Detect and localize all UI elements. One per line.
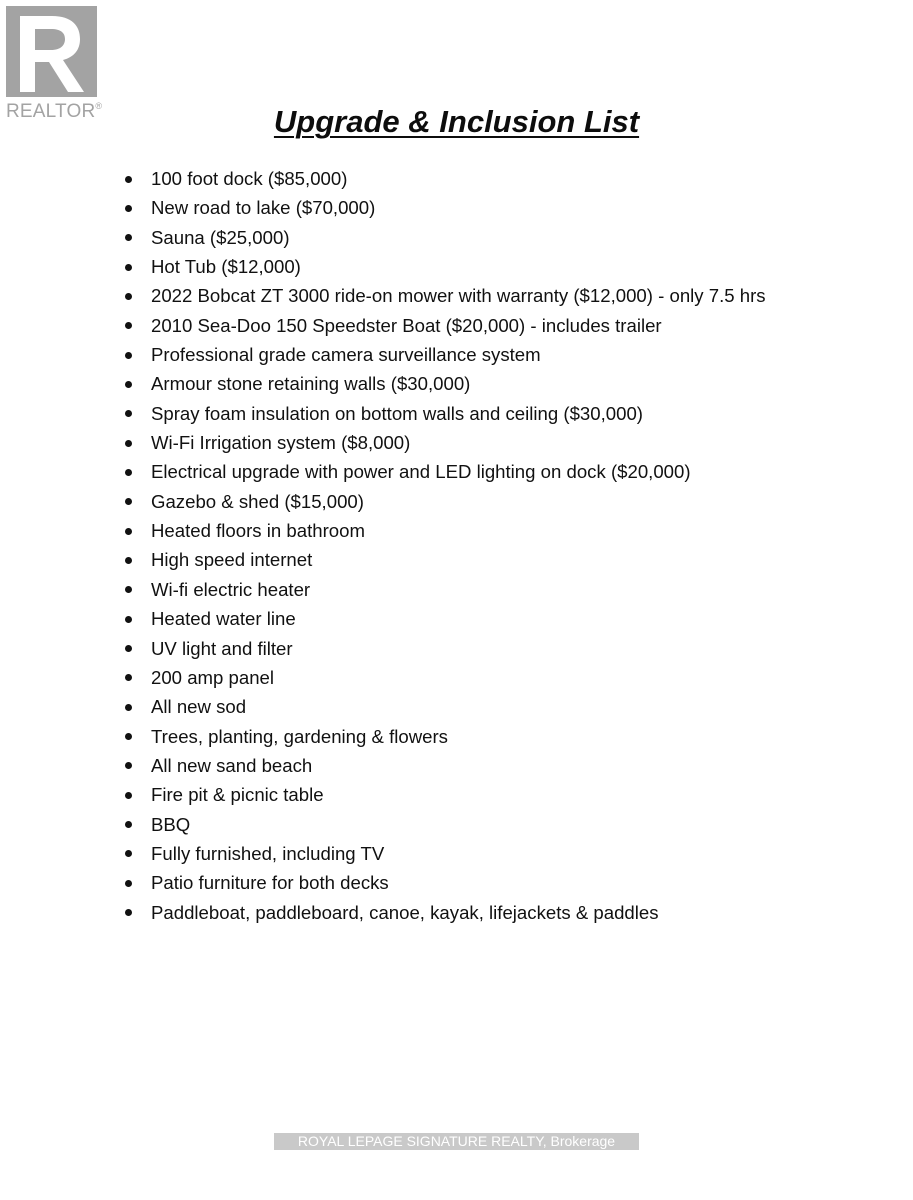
bullet-icon — [125, 645, 132, 652]
bullet-icon — [125, 528, 132, 535]
bullet-icon — [125, 850, 132, 857]
bullet-icon — [125, 733, 132, 740]
bullet-icon — [125, 880, 132, 887]
list-item: Spray foam insulation on bottom walls and ceiling ($30,000) — [122, 399, 766, 428]
bullet-icon — [125, 498, 132, 505]
list-item: Trees, planting, gardening & flowers — [122, 722, 766, 751]
list-item: Fully furnished, including TV — [122, 839, 766, 868]
bullet-icon — [125, 352, 132, 359]
list-item: Wi-Fi Irrigation system ($8,000) — [122, 428, 766, 457]
list-item: All new sod — [122, 692, 766, 721]
inclusion-list — [122, 164, 766, 927]
bullet-icon — [125, 792, 132, 799]
page-title: Upgrade & Inclusion List — [273, 104, 640, 139]
bullet-icon — [125, 205, 132, 212]
bullet-icon — [125, 586, 132, 593]
bullet-icon — [125, 322, 132, 329]
bullet-icon — [125, 176, 132, 183]
list-item: New road to lake ($70,000) — [122, 193, 766, 222]
list-item: Fire pit & picnic table — [122, 780, 766, 809]
list-item: 2010 Sea-Doo 150 Speedster Boat ($20,000) - includes trailer — [122, 311, 766, 340]
bullet-icon — [125, 440, 132, 447]
list-item: High speed internet — [122, 545, 766, 574]
list-item: 200 amp panel — [122, 663, 766, 692]
list-item: Sauna ($25,000) — [122, 223, 766, 252]
list-item: Gazebo & shed ($15,000) — [122, 487, 766, 516]
list-item: Hot Tub ($12,000) — [122, 252, 766, 281]
bullet-icon — [125, 234, 132, 241]
bullet-icon — [125, 704, 132, 711]
bullet-icon — [125, 469, 132, 476]
list-item: Heated floors in bathroom — [122, 516, 766, 545]
list-item: Paddleboat, paddleboard, canoe, kayak, lifejackets & paddles — [122, 898, 766, 927]
list-item: Armour stone retaining walls ($30,000) — [122, 369, 766, 398]
brokerage-watermark: ROYAL LEPAGE SIGNATURE REALTY, Brokerage — [274, 1133, 639, 1150]
bullet-icon — [125, 264, 132, 271]
list-item: Electrical upgrade with power and LED lighting on dock ($20,000) — [122, 457, 766, 486]
list-item: Patio furniture for both decks — [122, 868, 766, 897]
realtor-r-icon — [6, 6, 97, 97]
list-item: Professional grade camera surveillance system — [122, 340, 766, 369]
list-item: Wi-fi electric heater — [122, 575, 766, 604]
list-item: UV light and filter — [122, 634, 766, 663]
bullet-icon — [125, 909, 132, 916]
bullet-icon — [125, 821, 132, 828]
bullet-icon — [125, 616, 132, 623]
list-item: 2022 Bobcat ZT 3000 ride-on mower with warranty ($12,000) - only 7.5 hrs — [122, 281, 766, 310]
list-item: BBQ — [122, 810, 766, 839]
list-item: All new sand beach — [122, 751, 766, 780]
realtor-wordmark: REALTOR® — [6, 101, 103, 122]
bullet-icon — [125, 293, 132, 300]
bullet-icon — [125, 410, 132, 417]
list-item: 100 foot dock ($85,000) — [122, 164, 766, 193]
list-item: Heated water line — [122, 604, 766, 633]
bullet-icon — [125, 762, 132, 769]
bullet-icon — [125, 381, 132, 388]
bullet-icon — [125, 674, 132, 681]
bullet-icon — [125, 557, 132, 564]
